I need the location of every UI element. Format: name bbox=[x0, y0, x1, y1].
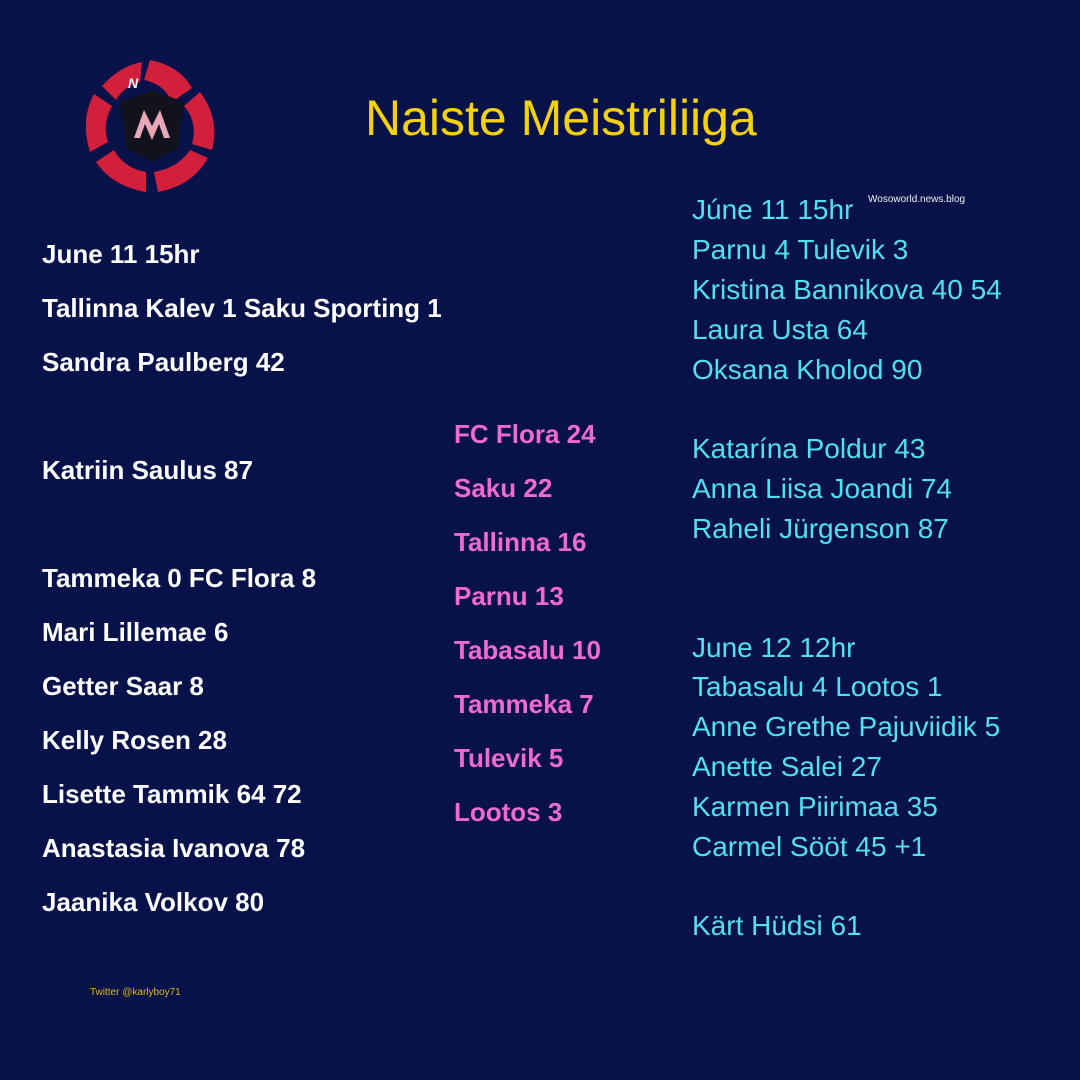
standings-row: Tabasalu 10 bbox=[454, 635, 601, 665]
list-item: Tallinna Kalev 1 Saku Sporting 1 bbox=[42, 293, 442, 323]
page-title: Naiste Meistriliiga bbox=[365, 90, 757, 146]
standings-row: Lootos 3 bbox=[454, 797, 563, 827]
list-item: Tabasalu 4 Lootos 1 bbox=[692, 671, 943, 702]
watermark: Wosoworld.news.blog bbox=[868, 194, 966, 205]
list-item: Karmen Piirimaa 35 bbox=[692, 791, 938, 822]
list-item: Anne Grethe Pajuviidik 5 bbox=[692, 711, 1001, 742]
list-item: Anna Liisa Joandi 74 bbox=[692, 473, 952, 504]
list-item: Lisette Tammik 64 72 bbox=[42, 779, 302, 809]
list-item: Anette Salei 27 bbox=[692, 751, 882, 782]
list-item: Mari Lillemae 6 bbox=[42, 617, 229, 647]
logo-letter: N bbox=[128, 75, 139, 91]
list-item: Oksana Kholod 90 bbox=[692, 354, 923, 385]
list-item: Katriin Saulus 87 bbox=[42, 455, 253, 485]
list-item: Kelly Rosen 28 bbox=[42, 725, 227, 755]
twitter-handle: Twitter @karlyboy71 bbox=[90, 987, 181, 998]
list-item: Kärt Hüdsi 61 bbox=[692, 910, 862, 941]
standings-row: FC Flora 24 bbox=[454, 419, 596, 449]
list-item: Getter Saar 8 bbox=[42, 671, 204, 701]
standings-row: Tammeka 7 bbox=[454, 689, 594, 719]
list-item: Júne 11 15hr bbox=[692, 194, 854, 225]
league-logo-icon bbox=[80, 58, 222, 194]
list-item: Katarína Poldur 43 bbox=[692, 433, 926, 464]
list-item: June 12 12hr bbox=[692, 632, 856, 663]
list-item: Anastasia Ivanova 78 bbox=[42, 833, 306, 863]
standings-row: Tulevik 5 bbox=[454, 743, 564, 773]
standings-row: Tallinna 16 bbox=[454, 527, 587, 557]
list-item: Jaanika Volkov 80 bbox=[42, 887, 265, 917]
list-item: Raheli Jürgenson 87 bbox=[692, 513, 949, 544]
list-item: June 11 15hr bbox=[42, 239, 200, 269]
list-item: Parnu 4 Tulevik 3 bbox=[692, 234, 909, 265]
list-item: Kristina Bannikova 40 54 bbox=[692, 274, 1002, 305]
standings-row: Saku 22 bbox=[454, 473, 553, 503]
standings-row: Parnu 13 bbox=[454, 581, 564, 611]
list-item: Sandra Paulberg 42 bbox=[42, 347, 285, 377]
list-item: Laura Usta 64 bbox=[692, 314, 868, 345]
list-item: Tammeka 0 FC Flora 8 bbox=[42, 563, 317, 593]
list-item: Carmel Sööt 45 +1 bbox=[692, 831, 927, 862]
